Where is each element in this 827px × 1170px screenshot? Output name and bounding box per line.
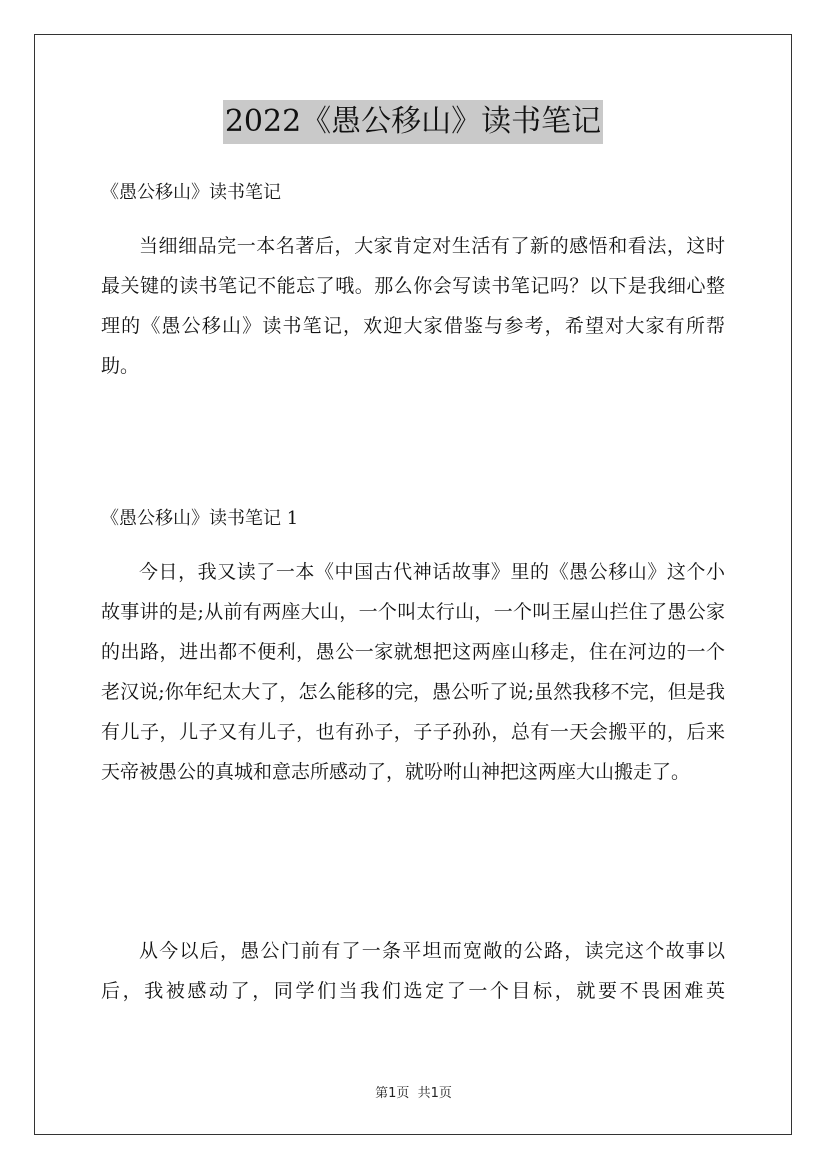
intro-heading: 《愚公移山》读书笔记	[101, 182, 281, 203]
intro-paragraph-block	[101, 226, 725, 386]
section1-paragraph-2: 从今以后，愚公门前有了一条平坦而宽敞的公路，读完这个故事以后，我被感动了，同学们当我们选定了一个目标，就要不畏困难英	[101, 940, 725, 1002]
document-title: 2022《愚公移山》读书笔记	[223, 100, 603, 144]
title-wrap	[101, 100, 725, 144]
section1-paragraph-1: 今日，我又读了一本《中国古代神话故事》里的《愚公移山》这个小故事讲的是;从前有两座大山，一个叫太行山，一个叫王屋山拦住了愚公家的出路，进出都不便利，愚公一家就想把这两座山移走，住在河边的一个老汉说;你年纪太大了，怎么能移的完，愚公听了说;虽然我移不完，但是我有儿子，儿子又有儿子，也有孙子，子子孙孙，总有一天会搬平的，后来天帝被愚公的真城和意志所感动了，就吩咐山神把这两座大山搬走了。	[101, 561, 725, 783]
page-footer	[0, 1082, 827, 1101]
section1-paragraph2-block	[101, 931, 725, 1011]
intro-paragraph: 当细细品完一本名著后，大家肯定对生活有了新的感悟和看法，这时最关键的读书笔记不能忘了哦。那么你会写读书笔记吗？以下是我细心整理的《愚公移山》读书笔记，欢迎大家借鉴与参考，希望对大家有所帮助。	[101, 235, 725, 377]
section1-paragraph1-block	[101, 552, 725, 792]
page-number: 第1页	[375, 1086, 410, 1101]
page-total: 共1页	[417, 1086, 452, 1101]
section1-heading: 《愚公移山》读书笔记 1	[101, 508, 299, 529]
